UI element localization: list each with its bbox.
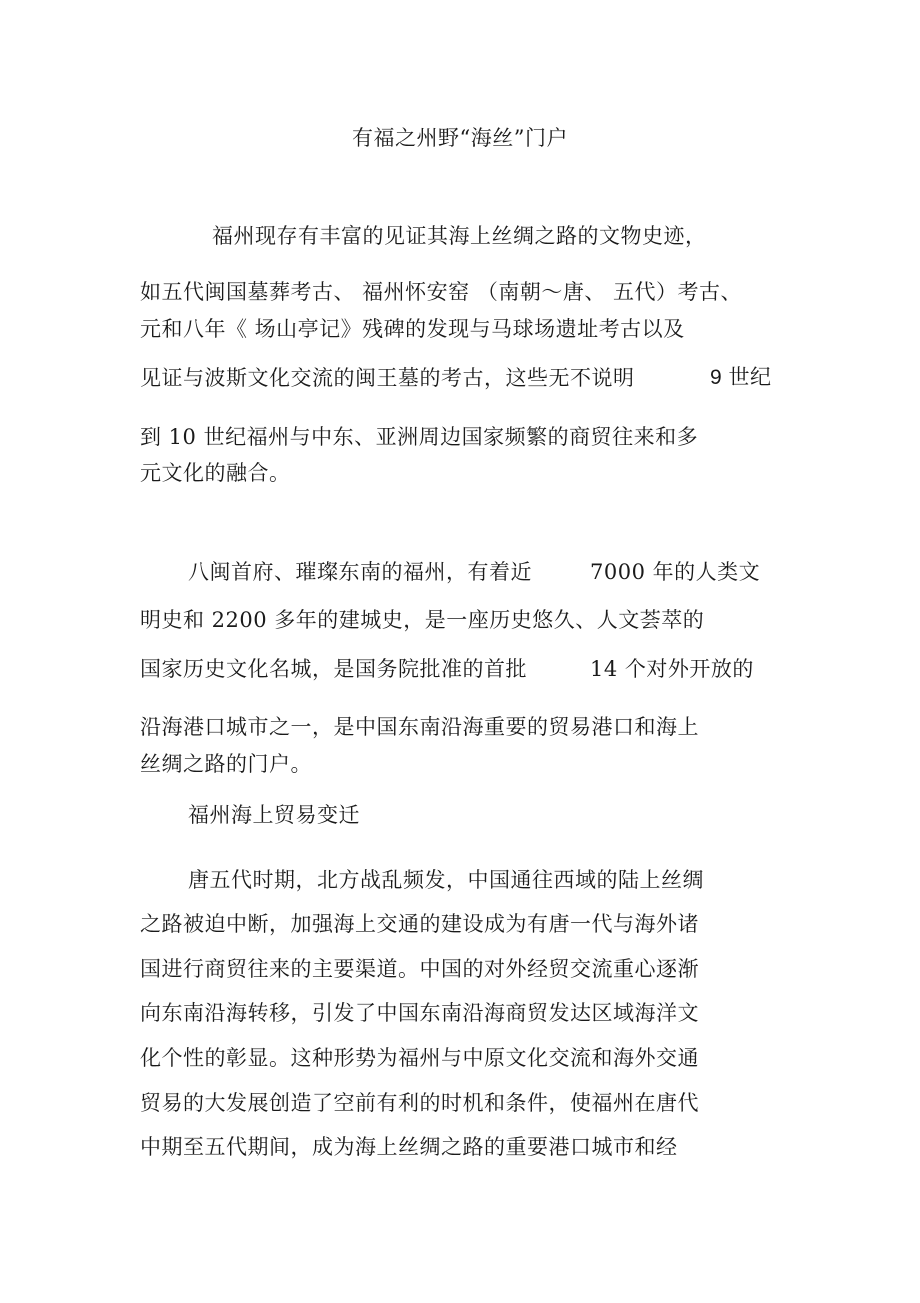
paragraph-1-line-3: 元和八年《 场山亭记》残碑的发现与马球场遗址考古以及 xyxy=(140,317,685,341)
paragraph-3-line-3: 国进行商贸往来的主要渠道。中国的对外经贸交流重心逐渐 xyxy=(140,957,699,981)
paragraph-2-line-3-count: 14 个对外开放的 xyxy=(590,657,754,681)
paragraph-1-line-4-century: 9 世纪 xyxy=(710,366,772,389)
paragraph-2-line-5: 丝绸之路的门户。 xyxy=(140,752,312,776)
paragraph-1-line-4: 见证与波斯文化交流的闽王墓的考古，这些无不说明 xyxy=(140,366,635,390)
paragraph-1-line-6: 元文化的融合。 xyxy=(140,461,291,485)
paragraph-2-line-4: 沿海港口城市之一，是中国东南沿海重要的贸易港口和海上 xyxy=(140,715,699,739)
paragraph-3-line-2: 之路被迫中断，加强海上交通的建设成为有唐一代与海外诸 xyxy=(140,912,699,936)
paragraph-1-line-1: 福州现存有丰富的见证其海上丝绸之路的文物史迹， xyxy=(212,224,707,248)
paragraph-3-line-4: 向东南沿海转移，引发了中国东南沿海商贸发达区域海洋文 xyxy=(140,1001,699,1025)
document-title: 有福之州野“海丝”门户 xyxy=(352,126,568,150)
paragraph-3-line-6: 贸易的大发展创造了空前有利的时机和条件，使福州在唐代 xyxy=(140,1091,699,1115)
paragraph-2-line-2: 明史和 2200 多年的建城史，是一座历史悠久、人文荟萃的 xyxy=(140,608,705,632)
paragraph-1-line-2: 如五代闽国墓葬考古、 福州怀安窑 （南朝～唐、 五代）考古、 xyxy=(140,280,743,304)
section-heading: 福州海上贸易变迁 xyxy=(188,803,360,827)
paragraph-3-line-1: 唐五代时期，北方战乱频发，中国通往西域的陆上丝绸 xyxy=(188,868,704,892)
paragraph-3-line-7: 中期至五代期间，成为海上丝绸之路的重要港口城市和经 xyxy=(140,1135,678,1159)
paragraph-2-line-1-years: 7000 年的人类文 xyxy=(590,560,761,584)
paragraph-2-line-1: 八闽首府、璀璨东南的福州，有着近 xyxy=(188,560,532,584)
paragraph-1-line-5: 到 10 世纪福州与中东、亚洲周边国家频繁的商贸往来和多 xyxy=(140,425,699,449)
paragraph-3-line-5: 化个性的彰显。这种形势为福州与中原文化交流和海外交通 xyxy=(140,1046,699,1070)
paragraph-2-line-3: 国家历史文化名城，是国务院批准的首批 xyxy=(140,657,527,681)
